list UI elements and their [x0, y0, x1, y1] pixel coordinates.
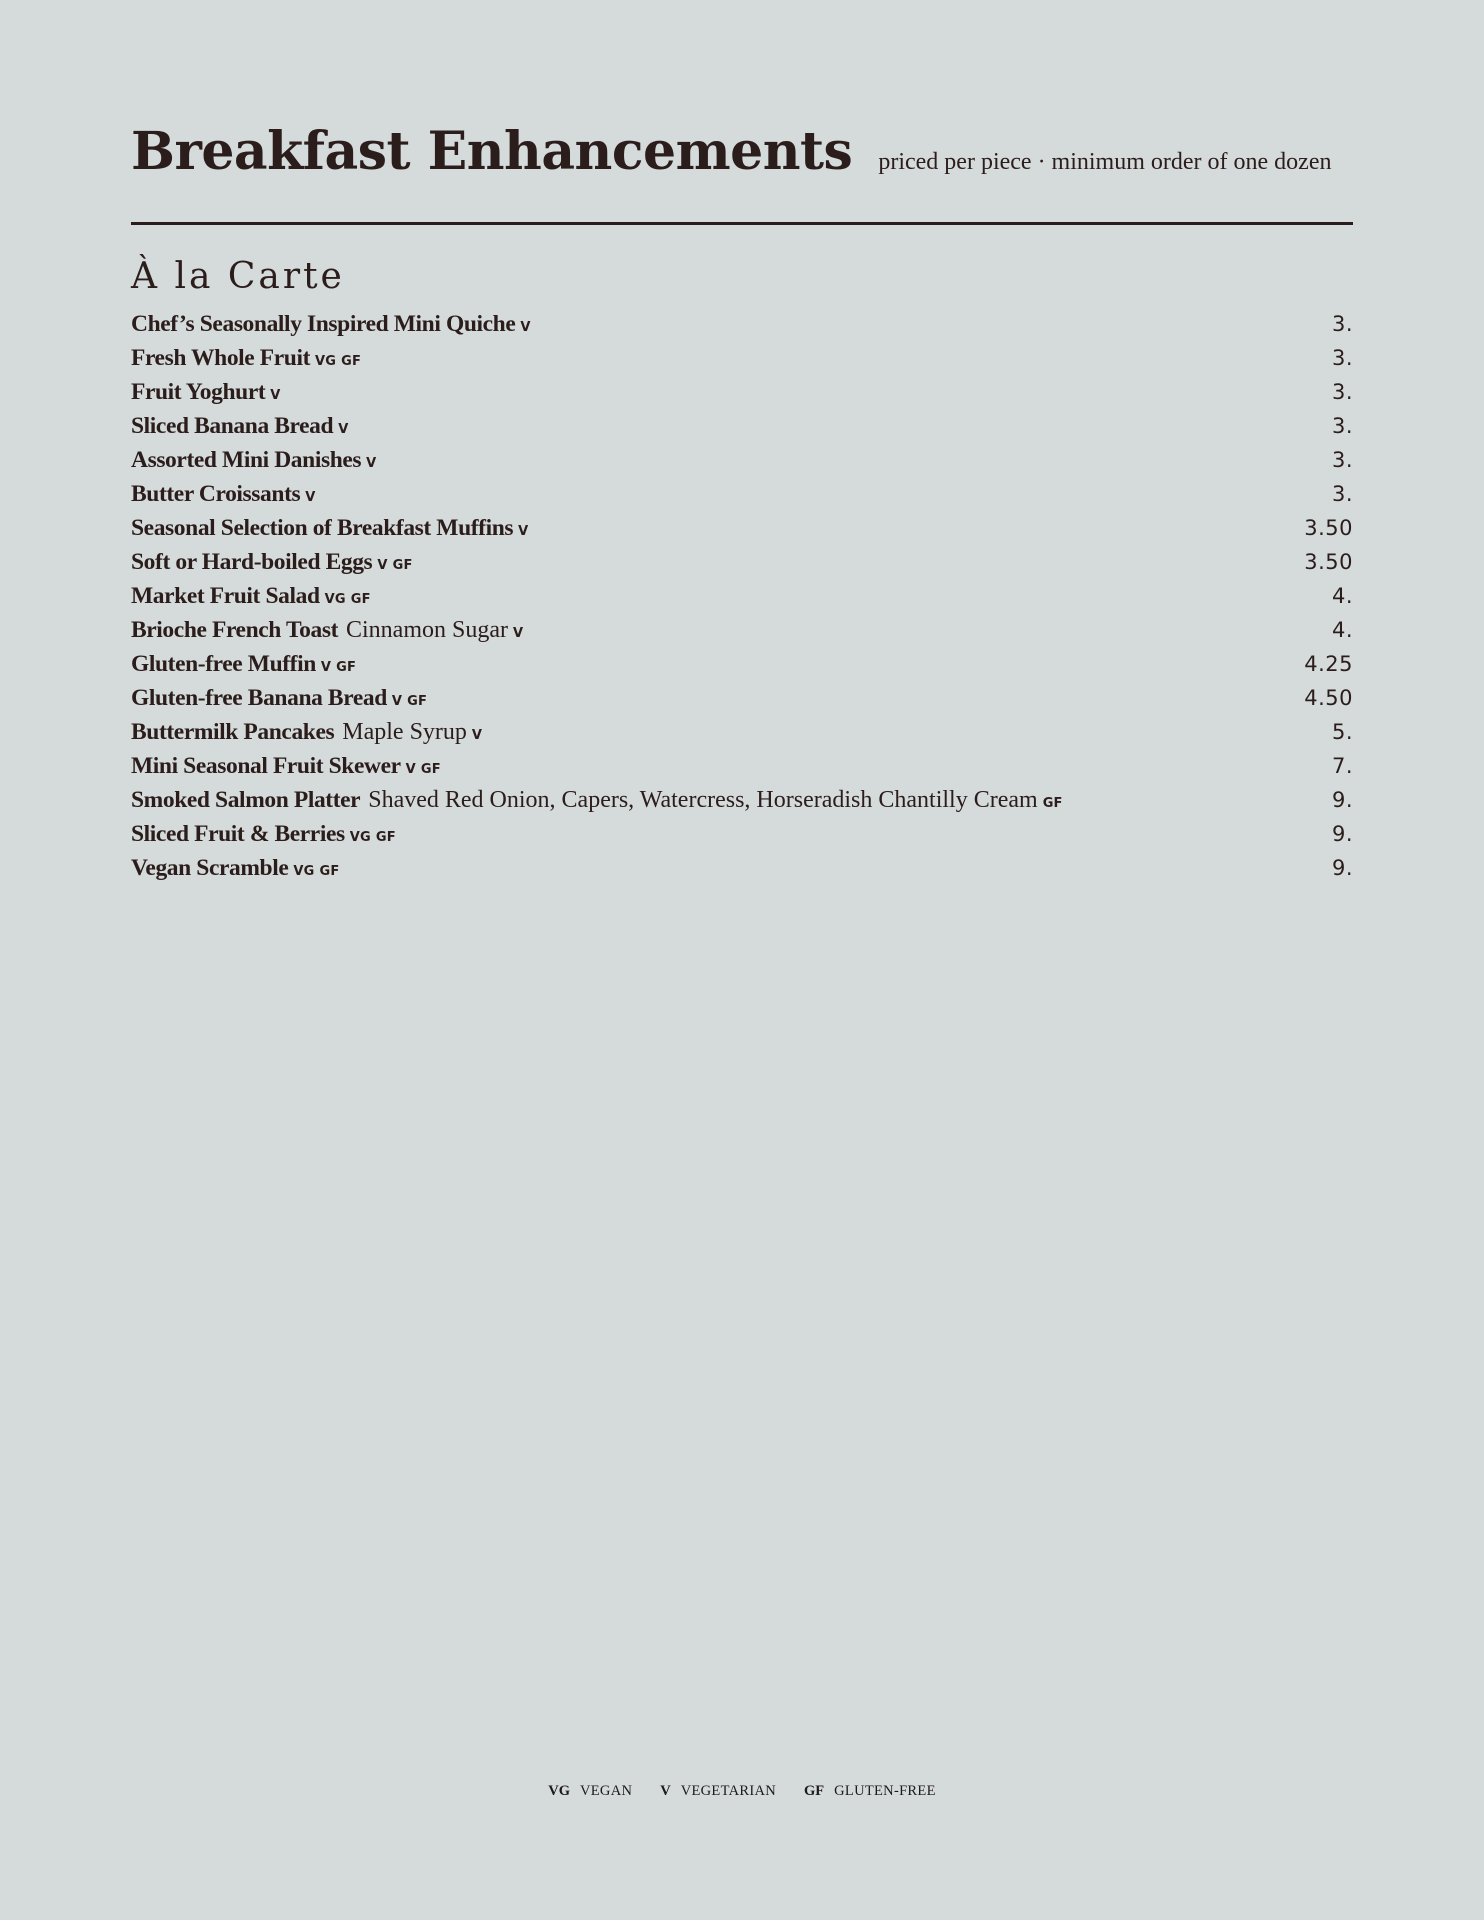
- dietary-tags: [392, 692, 432, 709]
- dietary-tag: V: [320, 660, 332, 675]
- menu-item: [131, 341, 1353, 375]
- menu-item: [131, 749, 1353, 783]
- menu-item-name: Fresh Whole Fruit: [131, 345, 311, 371]
- menu-item-price: 3.: [1331, 414, 1353, 438]
- menu-item-name: Brioche French Toast: [131, 617, 338, 643]
- menu-item-text: [131, 341, 366, 379]
- legend-label: VEGETARIAN: [680, 1783, 777, 1799]
- page-subtitle: priced per piece · minimum order of one dozen: [878, 149, 1332, 175]
- dietary-tag: V: [366, 456, 377, 471]
- dietary-tags: [377, 556, 417, 573]
- dietary-tags: [305, 488, 320, 505]
- dietary-tags: [270, 386, 285, 403]
- menu-header: [131, 118, 1353, 222]
- dietary-tag: GF: [375, 830, 396, 845]
- menu-item: [131, 375, 1353, 409]
- dietary-tag: V: [305, 490, 316, 505]
- menu-item-price: 3.: [1331, 380, 1353, 404]
- menu-item: [131, 307, 1353, 341]
- menu-item-price: 3.: [1331, 482, 1353, 506]
- menu-item-text: [131, 409, 353, 447]
- legend-label: GLUTEN-FREE: [834, 1783, 936, 1799]
- menu-item: [131, 647, 1353, 681]
- menu-item-text: [131, 443, 381, 481]
- menu-item-price: 9.: [1331, 856, 1353, 880]
- menu-item-name: Assorted Mini Danishes: [131, 447, 362, 473]
- dietary-tag: V: [377, 558, 388, 573]
- menu-item-name: Sliced Banana Bread: [131, 413, 334, 439]
- dietary-tag: GF: [1042, 796, 1063, 811]
- dietary-tags: [321, 658, 361, 675]
- menu-item-description: Maple Syrup: [342, 719, 467, 745]
- menu-item-price: 3.50: [1304, 550, 1353, 574]
- menu-item-name: Market Fruit Salad: [131, 583, 320, 609]
- menu-item-price: 3.: [1331, 448, 1353, 472]
- menu-item: [131, 715, 1353, 749]
- menu-item: [131, 511, 1353, 545]
- menu-item-text: [131, 817, 401, 855]
- menu-item-price: 4.: [1331, 584, 1353, 608]
- menu-item-price: 5.: [1331, 720, 1353, 744]
- menu-item-name: Buttermilk Pancakes: [131, 719, 335, 745]
- legend-code: VG: [548, 1783, 570, 1799]
- menu-item: [131, 477, 1353, 511]
- dietary-tag: VG: [324, 592, 346, 607]
- dietary-tag: V: [391, 694, 403, 709]
- menu-item-name: Butter Croissants: [131, 481, 301, 507]
- menu-item: [131, 443, 1353, 477]
- menu-item-name: Seasonal Selection of Breakfast Muffins: [131, 515, 514, 541]
- dietary-tags: [520, 318, 535, 335]
- dietary-tag: V: [513, 626, 524, 641]
- legend-entry: [804, 1783, 936, 1800]
- dietary-tag: V: [270, 388, 281, 403]
- menu-item: [131, 851, 1353, 885]
- menu-item-text: [131, 375, 286, 413]
- menu-item: [131, 613, 1353, 647]
- menu-item-description: Cinnamon Sugar: [346, 617, 508, 643]
- dietary-tag: V: [405, 762, 416, 777]
- dietary-tag: GF: [407, 694, 428, 709]
- dietary-tags: [518, 522, 533, 539]
- dietary-tag: GF: [350, 592, 371, 607]
- menu-item-price: 3.: [1331, 312, 1353, 336]
- dietary-tags: [513, 624, 528, 641]
- dietary-legend: [0, 1783, 1484, 1800]
- dietary-tag: GF: [420, 762, 441, 777]
- menu-item-name: Gluten-free Muffin: [131, 651, 316, 677]
- menu-item-name: Soft or Hard-boiled Eggs: [131, 549, 373, 575]
- menu-item-text: [131, 681, 432, 719]
- menu-item-text: [131, 715, 487, 753]
- dietary-tags: [472, 726, 487, 743]
- dietary-tag: GF: [336, 660, 357, 675]
- menu-item-text: [131, 545, 418, 583]
- menu-item-list: [131, 307, 1353, 885]
- dietary-tag: V: [520, 320, 531, 335]
- dietary-tag: V: [518, 524, 529, 539]
- dietary-tag: VG: [315, 354, 337, 369]
- menu-item-text: [131, 851, 344, 889]
- menu-item-text: [131, 511, 533, 549]
- legend-code: GF: [804, 1783, 825, 1799]
- menu-item-name: Chef’s Seasonally Inspired Mini Quiche: [131, 311, 516, 337]
- menu-item-name: Smoked Salmon Platter: [131, 787, 361, 813]
- menu-item-price: 4.25: [1304, 652, 1353, 676]
- menu-item-name: Gluten-free Banana Bread: [131, 685, 387, 711]
- dietary-tags: [315, 352, 366, 369]
- menu-item: [131, 783, 1353, 817]
- menu-item: [131, 579, 1353, 613]
- dietary-tag: V: [471, 728, 483, 743]
- menu-item-price: 7.: [1331, 754, 1353, 778]
- menu-item-price: 9.: [1331, 788, 1353, 812]
- menu-item: [131, 409, 1353, 443]
- menu-item: [131, 817, 1353, 851]
- dietary-tags: [338, 420, 353, 437]
- dietary-tag: GF: [392, 558, 413, 573]
- menu-item-text: [131, 477, 321, 515]
- menu-item-price: 9.: [1331, 822, 1353, 846]
- menu-item-name: Sliced Fruit & Berries: [131, 821, 345, 847]
- header-divider: [131, 222, 1353, 225]
- dietary-tag: GF: [341, 354, 362, 369]
- menu-item-text: [131, 749, 446, 787]
- dietary-tag: V: [338, 422, 349, 437]
- menu-item-name: Fruit Yoghurt: [131, 379, 266, 405]
- menu-item-description: Shaved Red Onion, Capers, Watercress, Horseradish Chantilly Cream: [368, 787, 1038, 813]
- legend-label: VEGAN: [580, 1783, 633, 1799]
- legend-entry: [660, 1783, 776, 1800]
- menu-item-price: 3.50: [1304, 516, 1353, 540]
- menu-item-price: 4.: [1331, 618, 1353, 642]
- dietary-tag: GF: [319, 864, 340, 879]
- menu-item-text: [131, 579, 376, 617]
- legend-code: V: [660, 1783, 671, 1799]
- menu-item: [131, 681, 1353, 715]
- legend-entry: [548, 1783, 632, 1800]
- dietary-tags: [350, 828, 401, 845]
- menu-item-text: [131, 783, 1068, 821]
- menu-item-text: [131, 647, 361, 685]
- menu-item-price: 3.: [1331, 346, 1353, 370]
- dietary-tags: [1043, 794, 1068, 811]
- dietary-tags: [366, 454, 381, 471]
- menu-item: [131, 545, 1353, 579]
- section-title: À la Carte: [131, 256, 345, 297]
- dietary-tags: [406, 760, 446, 777]
- menu-page: [131, 118, 1353, 885]
- dietary-tag: VG: [349, 830, 371, 845]
- menu-item-name: Vegan Scramble: [131, 855, 289, 881]
- dietary-tags: [325, 590, 376, 607]
- page-title: Breakfast Enhancements: [131, 121, 853, 182]
- menu-item-text: [131, 613, 528, 651]
- menu-item-price: 4.50: [1304, 686, 1353, 710]
- dietary-tag: VG: [293, 864, 315, 879]
- menu-item-text: [131, 307, 536, 345]
- dietary-tags: [293, 862, 344, 879]
- menu-item-name: Mini Seasonal Fruit Skewer: [131, 753, 401, 779]
